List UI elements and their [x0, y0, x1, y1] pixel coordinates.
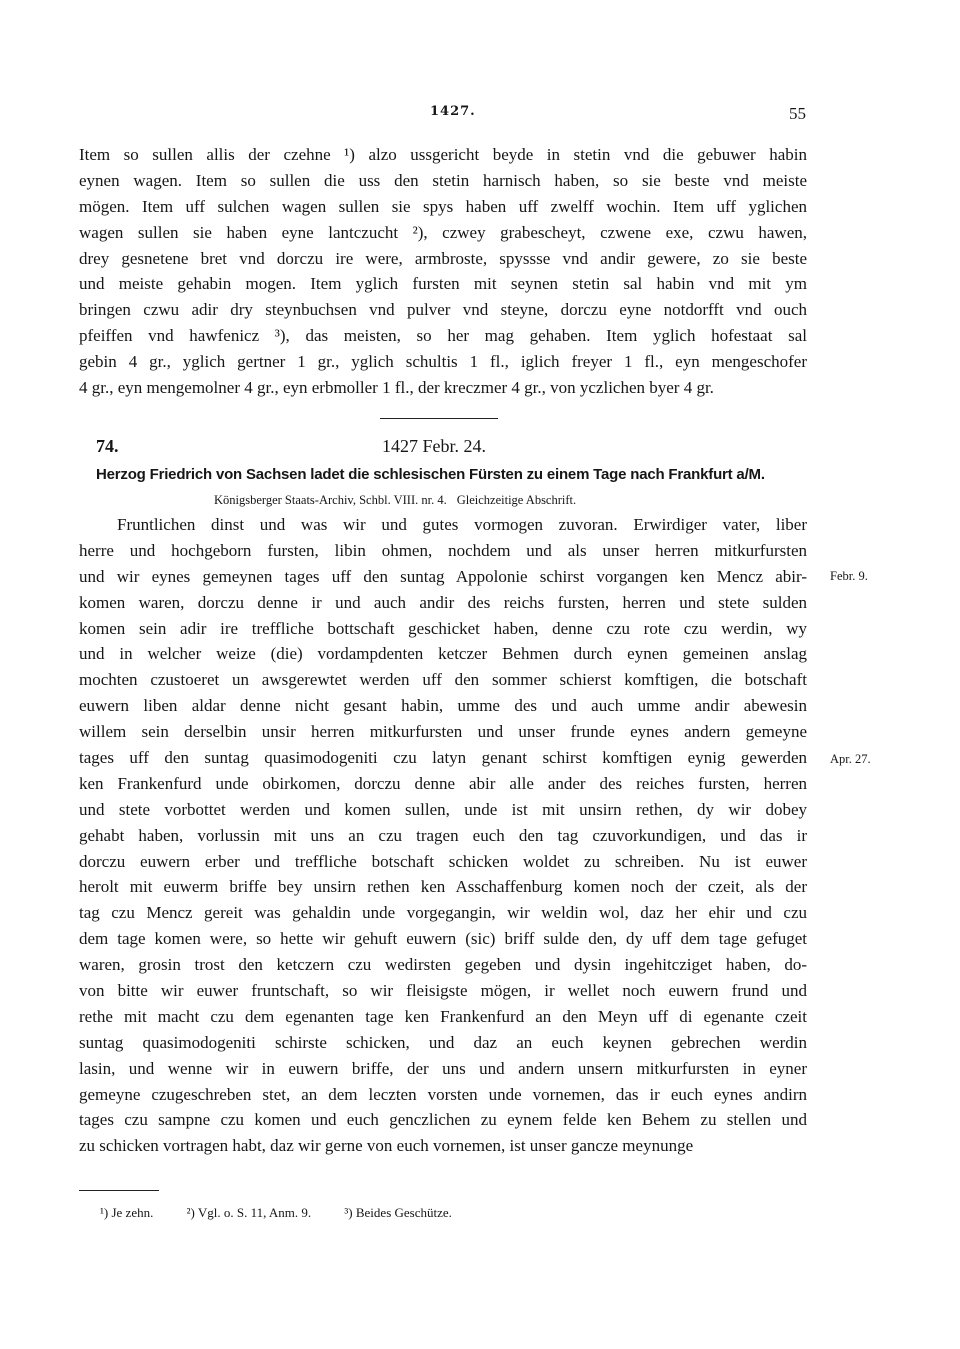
- text-line: komen waren, dorczu denne ir und auch andir des reichs fursten, herren und stete sulden: [79, 592, 807, 612]
- document-regest: Herzog Friedrich von Sachsen ladet die schlesischen Fürsten zu einem Tage nach Frankfurt a/M.: [96, 466, 765, 483]
- text-line: herre und hochgeborn fursten, libin ohmen, nochdem und als unser herren mitkurfursten: [79, 540, 807, 560]
- text-line: willem sein derselbin unsir herren mitkurfursten und unser frunde eynes andern gemeyne: [79, 722, 807, 742]
- text-line: tages uff den suntag quasimodogeniti czu latyn genant schirst komftigen eynig gewerden: [79, 748, 807, 768]
- document-text: [79, 512, 807, 1159]
- text-line: rethe mit macht czu dem egenanten tage ken Frankenfurd an den Meyn uff di egenante czeit: [79, 1006, 807, 1026]
- section-divider: [380, 418, 498, 419]
- text-line: herolt mit euwerm briffe bey unsirn rethen ken Asschaffenburg komen noch der czeit, als der: [79, 877, 807, 897]
- document-date: 1427 Febr. 24.: [382, 436, 487, 456]
- previous-document-tail: [79, 142, 807, 401]
- text-line: mochten czustoeret un awsgerewtet werden uff den sommer schierst komftigen, die botschaft: [79, 670, 807, 690]
- footnote-rule: [79, 1190, 159, 1191]
- text-line: tages czu sampne czu komen und euch genczlichen zu eynem felde ken Behem zu stellen und: [79, 1110, 807, 1130]
- text-line: dem tage komen were, so hette wir gehuft euwern (sic) briff sulde den, dy uff dem tage gefuget: [79, 929, 807, 949]
- source-note: [214, 493, 576, 508]
- text-line: suntag quasimodogeniti schirste schicken, und daz an euch keynen gebrechen werdin: [79, 1032, 807, 1052]
- footnote: ³) Beides Geschütze.: [344, 1205, 452, 1220]
- text-line: komen sein adir ire treffliche bottschaft geschicket haben, denne czu rote czu werdin, wy: [79, 618, 807, 638]
- footnote: ¹) Je zehn.: [100, 1205, 154, 1220]
- text-line: mögen. Item uff sulchen wagen sullen sie spys haben uff zwelff wochin. Item uff yglichen: [79, 196, 807, 216]
- text-line: dorczu euwern erber und treffliche botschaft schicken woldet zu schreiben. Nu ist euwer: [79, 851, 807, 871]
- text-line: und meiste gehabin mogen. Item yglich fursten mit seynen stetin sal habin vnd mit ym: [79, 274, 807, 294]
- text-line: ken Frankenfurd unde obirkomen, dorczu denne abir alle ander des reiches fursten, herren: [79, 773, 807, 793]
- text-line: zu schicken vortragen habt, daz wir gerne von euch vornemen, ist unser gancze meynunge: [79, 1136, 694, 1156]
- text-line: gehabt haben, vorlussin mit uns an czu tragen euch den tag czuvorkundigen, und das ir: [79, 825, 807, 845]
- text-line: drey gesnetene bret vnd dorczu ire were, armbroste, spyssse vnd andir gewere, zo sie beste: [79, 248, 807, 268]
- margin-date-note: Febr. 9.: [830, 569, 868, 583]
- document-number: 74.: [96, 436, 119, 456]
- text-line: gemeyne czugeschreben stet, an dem leczten vorsten unde vornemen, das ir euch eynes andirn: [79, 1084, 807, 1104]
- text-line: waren, grosin trost den ketczern czu wedirsten gegeben und dysin ingehitcziget haben, do-: [79, 955, 807, 975]
- running-head: [0, 104, 960, 128]
- footnote: ²) Vgl. o. S. 11, Anm. 9.: [186, 1205, 312, 1220]
- text-line: gebin 4 gr., yglich gertner 1 gr., yglich schultis 1 fl., iglich freyer 1 fl., eyn mengeschofer: [79, 352, 807, 372]
- text-line: und stete vorbottet werden und komen sullen, unde ist mit unsirn rethen, dy wir dobey: [79, 799, 807, 819]
- page-number: 55: [789, 104, 806, 123]
- running-head-year: 1427.: [430, 104, 476, 119]
- text-line: wagen sullen sie haben eyne lantczucht ²), czwey grabescheyt, czwene exe, czwu hawen,: [79, 222, 807, 242]
- text-line: 4 gr., eyn mengemolner 4 gr., eyn erbmoller 1 fl., der kreczmer 4 gr., von yczlichen byer 4 gr.: [79, 378, 714, 398]
- text-line: und in welcher weize (die) vordampdenten ketczer Behmen durch eynen gemeinen anslag: [79, 644, 807, 664]
- text-line: Item so sullen allis der czehne ¹) alzo ussgericht beyde in stetin vnd die gebuwer habin: [79, 145, 807, 164]
- text-line: von bitte wir euwer fruntschaft, so wir fleisigste mögen, ir wellet noch euwern frund und: [79, 981, 807, 1001]
- text-line: und wir eynes gemeynen tages uff den suntag Appolonie schirst vorgangen ken Mencz abir-: [79, 566, 807, 586]
- footnotes: [100, 1205, 482, 1221]
- text-line: tag czu Mencz gereit was gehaldin unde vorgegangin, wir weldin wol, daz her ehir und czu: [79, 903, 807, 923]
- text-line: pfeiffen vnd hawfenicz ³), das meisten, so her mag gehaben. Item yglich hofestaat sal: [79, 326, 807, 346]
- text-line: eynen wagen. Item so sullen die uss den stetin harnisch haben, so sie beste vnd meiste: [79, 170, 807, 190]
- margin-date-note: Apr. 27.: [830, 752, 871, 766]
- source-type: Gleichzeitige Abschrift.: [456, 493, 577, 507]
- text-line: lasin, und wenne wir in euwern briffe, der uns und andern unsern mitkurfursten in eyner: [79, 1058, 807, 1078]
- text-line: euwern liben aldar denne nicht gesant habin, umme des und auch umme andir abewesin: [79, 696, 807, 716]
- source-archive: Königsberger Staats-Archiv, Schbl. VIII. nr. 4.: [214, 493, 447, 507]
- text-line: bringen czwu adir dry steynbuchsen vnd pulver vnd steyne, dorczu eyne notdorfft vnd ouch: [79, 300, 807, 320]
- text-line: Fruntlichen dinst und was wir und gutes vormogen zuvoran. Erwirdiger vater, liber: [117, 515, 807, 534]
